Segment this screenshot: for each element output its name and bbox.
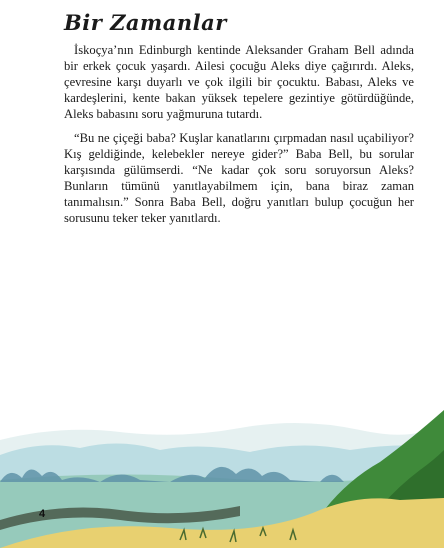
page-title: Bir Zamanlar [64,10,227,35]
page-number: 4 [39,508,46,520]
paragraph-1: İskoçya’nın Edinburgh kentinde Aleksander Graham Bell adında bir erkek çocuk yaşardı. Ailesi çocuğu Aleks diye çağırırdı. Aleks, çevresine karşı duyarlı ve çok ilgili bir çocuktu. Babası, Aleks ve kardeşlerini, kente bakan yüksek tepelere gezintiye götürdüğünde, Aleks babasını soru yağmuruna tutardı. [64,43,414,121]
landscape-illustration [0,370,444,548]
paragraph-2: “Bu ne çiçeği baba? Kuşlar kanatlarını çırpmadan nasıl uçabiliyor? Kış geldiğinde, kelebekler nereye gider?” Baba Bell, bu sorular karşısında gülümserdi. “Ne kadar çok soru soruyorsun Aleks? Bunların tümünü yanıtlayabilmem için, bana biraz zaman tanımalısın.” Sonra Baba Bell, doğru yanıtları bulup çocuğun her sorusunu teker teker yanıtlardı. [64,131,414,225]
story-text [64,42,414,234]
